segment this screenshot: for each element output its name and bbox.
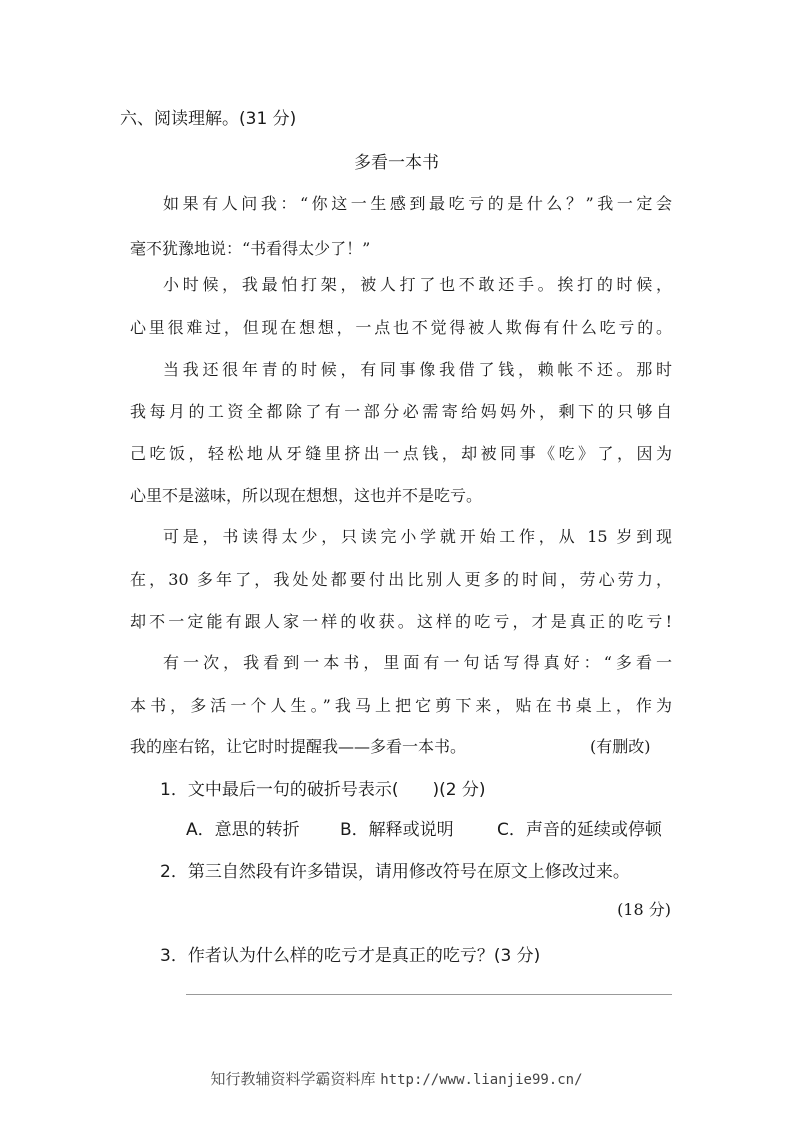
question-3: 3．作者认为什么样的吃亏才是真正的吃亏？(3 分) bbox=[160, 946, 541, 966]
q1-option-c: C．声音的延续或停顿 bbox=[497, 820, 662, 840]
footer-url[interactable]: http://www.lianjie99.cn/ bbox=[380, 1072, 583, 1088]
q1-option-b: B．解释或说明 bbox=[340, 820, 454, 840]
passage-line: 可是，书读得太少，只读完小学就开始工作，从 15 岁到现 bbox=[163, 527, 672, 546]
source-note: (有删改) bbox=[590, 737, 651, 756]
passage-line: 本书，多活一个人生。”我马上把它剪下来，贴在书桌上，作为 bbox=[130, 696, 672, 715]
passage-line: 毫不犹豫地说：“书看得太少了！” bbox=[130, 239, 371, 258]
passage-line: 如果有人问我：“你这一生感到最吃亏的是什么？”我一定会 bbox=[163, 194, 672, 213]
passage-line: 我每月的工资全都除了有一部分必需寄给妈妈外，剩下的只够自 bbox=[130, 402, 672, 421]
passage-line: 当我还很年青的时候，有同事像我借了钱，赖帐不还。那时 bbox=[163, 360, 672, 379]
answer-line[interactable] bbox=[186, 994, 672, 995]
q1-option-a: A．意思的转折 bbox=[186, 820, 300, 840]
passage-line: 己吃饭，轻松地从牙缝里挤出一点钱，却被同事《吃》了，因为 bbox=[130, 444, 672, 463]
passage-line: 我的座右铭，让它时时提醒我——多看一本书。 bbox=[130, 737, 467, 756]
passage-line: 小时候，我最怕打架，被人打了也不敢还手。挨打的时候， bbox=[163, 275, 672, 294]
passage-title: 多看一本书 bbox=[354, 153, 439, 173]
question-2-score: (18 分) bbox=[617, 900, 671, 919]
section-heading: 六、阅读理解。(31 分) bbox=[120, 109, 297, 129]
footer-label: 知行教辅资料学霸资料库 bbox=[210, 1070, 381, 1088]
passage-line: 在，30 多年了，我处处都要付出比别人更多的时间，劳心劳力， bbox=[130, 570, 672, 589]
passage-line: 心里很难过，但现在想想，一点也不觉得被人欺侮有什么吃亏的。 bbox=[130, 318, 672, 337]
passage-line: 却不一定能有跟人家一样的收获。这样的吃亏，才是真正的吃亏! bbox=[130, 612, 672, 631]
passage-line: 心里不是滋味，所以现在想想，这也并不是吃亏。 bbox=[130, 486, 483, 505]
question-2: 2．第三自然段有许多错误，请用修改符号在原文上修改过来。 bbox=[160, 862, 630, 882]
question-1: 1．文中最后一句的破折号表示( )(2 分) bbox=[160, 780, 486, 800]
footer bbox=[0, 1068, 793, 1089]
passage-line: 有一次，我看到一本书，里面有一句话写得真好：“多看一 bbox=[163, 653, 672, 672]
